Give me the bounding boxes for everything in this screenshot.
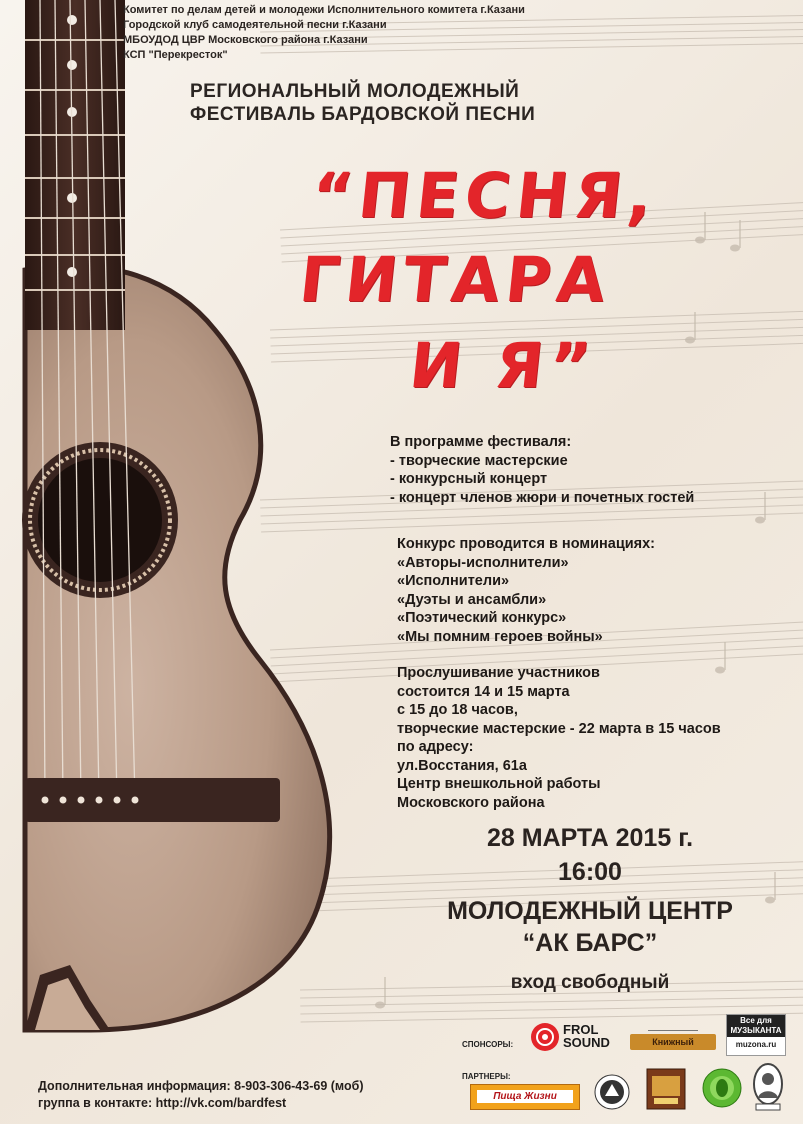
program-item: - концерт членов жюри и почетных гостей <box>390 489 695 506</box>
muzona-logo <box>726 1014 786 1056</box>
event-venue-line-2: “АК БАРС” <box>522 929 658 957</box>
phone-info: Дополнительная информация: 8-903-306-43-69 (моб) <box>38 1079 364 1093</box>
partner-emblem-icon <box>594 1074 630 1110</box>
muzona-site: muzona.ru <box>735 1040 777 1049</box>
organizers-list <box>123 3 525 63</box>
audition-line: состоится 14 и 15 марта <box>397 683 570 700</box>
audition-line: Прослушивание участников <box>397 665 600 681</box>
pishcha-zhizni-text: Пища Жизни <box>477 1090 573 1103</box>
sponsors-label: СПОНСОРЫ: <box>462 1040 514 1049</box>
program-section <box>390 433 694 507</box>
audition-line: творческие мастерские - 22 марта в 15 часов <box>397 720 721 737</box>
audition-line: Центр внешкольной работы <box>397 776 601 792</box>
audition-line: Московского района <box>397 794 545 811</box>
organizer-line: МБОУДОД ЦВР Московского района г.Казани <box>123 34 368 46</box>
nomination-item: «Авторы-исполнители» <box>397 554 569 571</box>
nomination-item: «Поэтический конкурс» <box>397 610 567 626</box>
festival-heading-line: РЕГИОНАЛЬНЫЙ МОЛОДЕЖНЫЙ <box>190 81 520 102</box>
organizer-line: Комитет по делам детей и молодежи Исполнительного комитета г.Казани <box>123 4 525 16</box>
partner-portrait-icon <box>750 1062 786 1112</box>
guitar-illustration <box>0 0 360 1124</box>
muzona-text-line2: МУЗЫКАНТА <box>730 1026 782 1035</box>
festival-heading-line: ФЕСТИВАЛЬ БАРДОВСКОЙ ПЕСНИ <box>190 104 536 125</box>
frol-sound-logo <box>530 1022 620 1052</box>
muzona-text-line1: Все для <box>740 1016 772 1025</box>
knizhny-text: Книжный <box>630 1034 716 1050</box>
audition-line: по адресу: <box>397 739 474 755</box>
program-heading: В программе фестиваля: <box>390 434 572 450</box>
audition-line: с 15 до 18 часов, <box>397 702 518 718</box>
nomination-item: «Исполнители» <box>397 573 510 589</box>
knizhny-logo <box>628 1020 718 1052</box>
partner-green-emblem-icon <box>702 1068 742 1108</box>
title-line-3: И Я” <box>406 329 600 402</box>
nomination-item: «Дуэты и ансамбли» <box>397 591 547 608</box>
auditions-section <box>397 664 721 812</box>
nominations-heading: Конкурс проводится в номинациях: <box>397 536 655 552</box>
frol-sound-text-line1: FROL <box>563 1022 599 1037</box>
nominations-section <box>397 535 655 646</box>
entry-note: вход свободный <box>510 972 670 993</box>
event-venue-line-1: МОЛОДЕЖНЫЙ ЦЕНТР <box>447 897 733 925</box>
program-item: - творческие мастерские <box>390 452 568 469</box>
contact-info <box>38 1078 364 1112</box>
partners-label: ПАРТНЕРЫ: <box>462 1072 511 1081</box>
knizhny-top-decoration <box>648 1020 698 1031</box>
event-time: 16:00 <box>558 858 622 886</box>
pishcha-zhizni-logo <box>470 1084 580 1110</box>
program-item: - конкурсный концерт <box>390 471 548 487</box>
title-line-1: “ПЕСНЯ, <box>308 159 662 232</box>
vk-group-link[interactable]: группа в контакте: http://vk.com/bardfest <box>38 1096 287 1110</box>
audition-line: ул.Восстания, 61а <box>397 757 527 774</box>
title-line-2: ГИТАРА <box>296 243 615 316</box>
frol-sound-icon <box>530 1022 560 1052</box>
event-date: 28 МАРТА 2015 г. <box>486 824 694 852</box>
nomination-item: «Мы помним героев войны» <box>397 628 603 645</box>
festival-heading <box>190 80 535 126</box>
partner-book-icon <box>646 1068 686 1110</box>
organizer-line: КСП "Перекресток" <box>123 49 228 61</box>
organizer-line: Городской клуб самодеятельной песни г.Казани <box>123 19 387 31</box>
frol-sound-text-line2: SOUND <box>563 1035 610 1050</box>
